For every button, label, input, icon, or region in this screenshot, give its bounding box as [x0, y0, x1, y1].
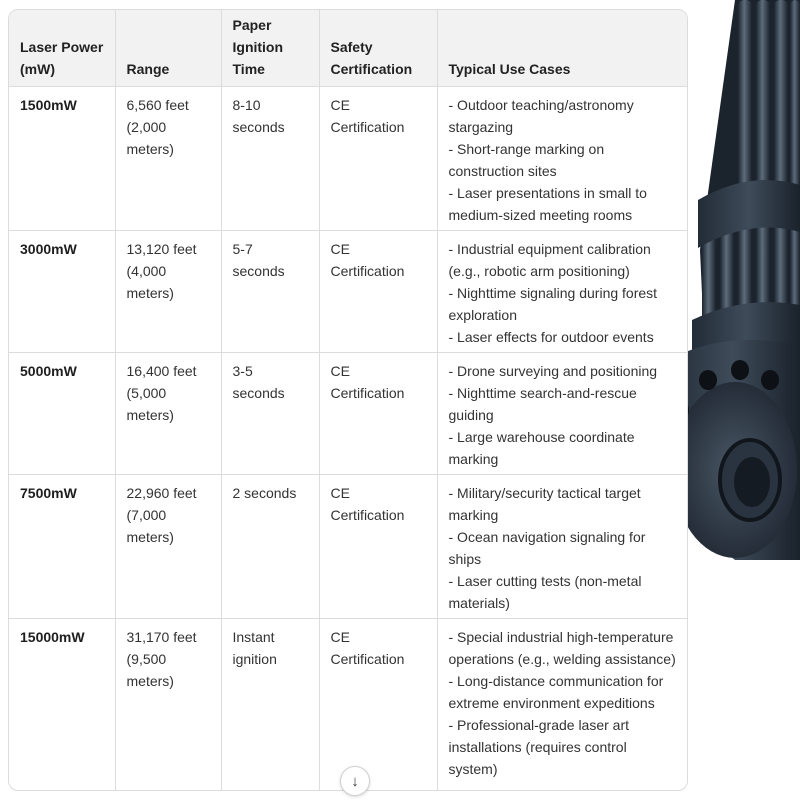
use-case-item: - Drone surveying and positioning: [448, 363, 658, 379]
barrel-aperture: [734, 457, 770, 507]
cell-power: 7500mW: [9, 475, 115, 619]
use-case-item: - Special industrial high-temperature operations (e.g., welding assistance): [448, 629, 676, 667]
use-case-item: - Long-distance communication for extreme environment expeditions: [448, 673, 664, 711]
cell-power: 15000mW: [9, 619, 115, 792]
cell-uses: [437, 475, 687, 619]
header-safety-certification: Safety Certification: [319, 10, 437, 87]
cell-ignition: 5-7 seconds: [221, 231, 319, 353]
table-header-row: [9, 10, 687, 87]
table-row: [9, 353, 687, 475]
cell-ignition: 8-10 seconds: [221, 87, 319, 231]
laser-spec-table-container: [8, 9, 688, 791]
use-case-item: - Large warehouse coordinate marking: [448, 429, 635, 467]
table-row: [9, 475, 687, 619]
cell-cert: CE Certification: [319, 231, 437, 353]
use-case-item: - Laser presentations in small to medium-sized meeting rooms: [448, 185, 647, 223]
use-case-item: - Nighttime signaling during forest exploration: [448, 285, 658, 323]
table-row: [9, 619, 687, 792]
cell-range: 22,960 feet (7,000 meters): [115, 475, 221, 619]
table-row: [9, 87, 687, 231]
cell-uses: [437, 231, 687, 353]
cell-uses: [437, 619, 687, 792]
header-laser-power: Laser Power (mW): [9, 10, 115, 87]
cell-cert: CE Certification: [319, 619, 437, 792]
cell-range: 31,170 feet (9,500 meters): [115, 619, 221, 792]
use-case-item: - Industrial equipment calibration (e.g., robotic arm positioning): [448, 241, 651, 279]
use-case-item: - Short-range marking on construction sites: [448, 141, 605, 179]
barrel-hole: [699, 370, 717, 390]
use-case-item: - Military/security tactical target marking: [448, 485, 641, 523]
cell-ignition: 3-5 seconds: [221, 353, 319, 475]
laser-spec-table: [9, 10, 687, 791]
cell-cert: CE Certification: [319, 353, 437, 475]
cell-range: 6,560 feet (2,000 meters): [115, 87, 221, 231]
cell-power: 1500mW: [9, 87, 115, 231]
cell-uses: [437, 87, 687, 231]
cell-ignition: 2 seconds: [221, 475, 319, 619]
arrow-down-icon: ↓: [351, 772, 359, 790]
header-paper-ignition-time: Paper Ignition Time: [221, 10, 319, 87]
barrel-hole: [761, 370, 779, 390]
cell-ignition: Instant ignition: [221, 619, 319, 792]
cell-power: 5000mW: [9, 353, 115, 475]
use-case-item: - Outdoor teaching/astronomy stargazing: [448, 97, 634, 135]
barrel-hole: [731, 360, 749, 380]
use-case-item: - Laser effects for outdoor events: [448, 329, 654, 345]
scroll-down-button[interactable]: [340, 766, 370, 796]
cell-cert: CE Certification: [319, 475, 437, 619]
cell-range: 13,120 feet (4,000 meters): [115, 231, 221, 353]
use-case-item: - Laser cutting tests (non-metal materials): [448, 573, 642, 611]
header-range: Range: [115, 10, 221, 87]
cell-power: 3000mW: [9, 231, 115, 353]
cell-range: 16,400 feet (5,000 meters): [115, 353, 221, 475]
header-typical-use-cases: Typical Use Cases: [437, 10, 687, 87]
use-case-item: - Ocean navigation signaling for ships: [448, 529, 646, 567]
use-case-item: - Professional-grade laser art installations (requires control system): [448, 717, 630, 777]
use-case-item: - Nighttime search-and-rescue guiding: [448, 385, 637, 423]
cell-uses: [437, 353, 687, 475]
table-row: [9, 231, 687, 353]
cell-cert: CE Certification: [319, 87, 437, 231]
